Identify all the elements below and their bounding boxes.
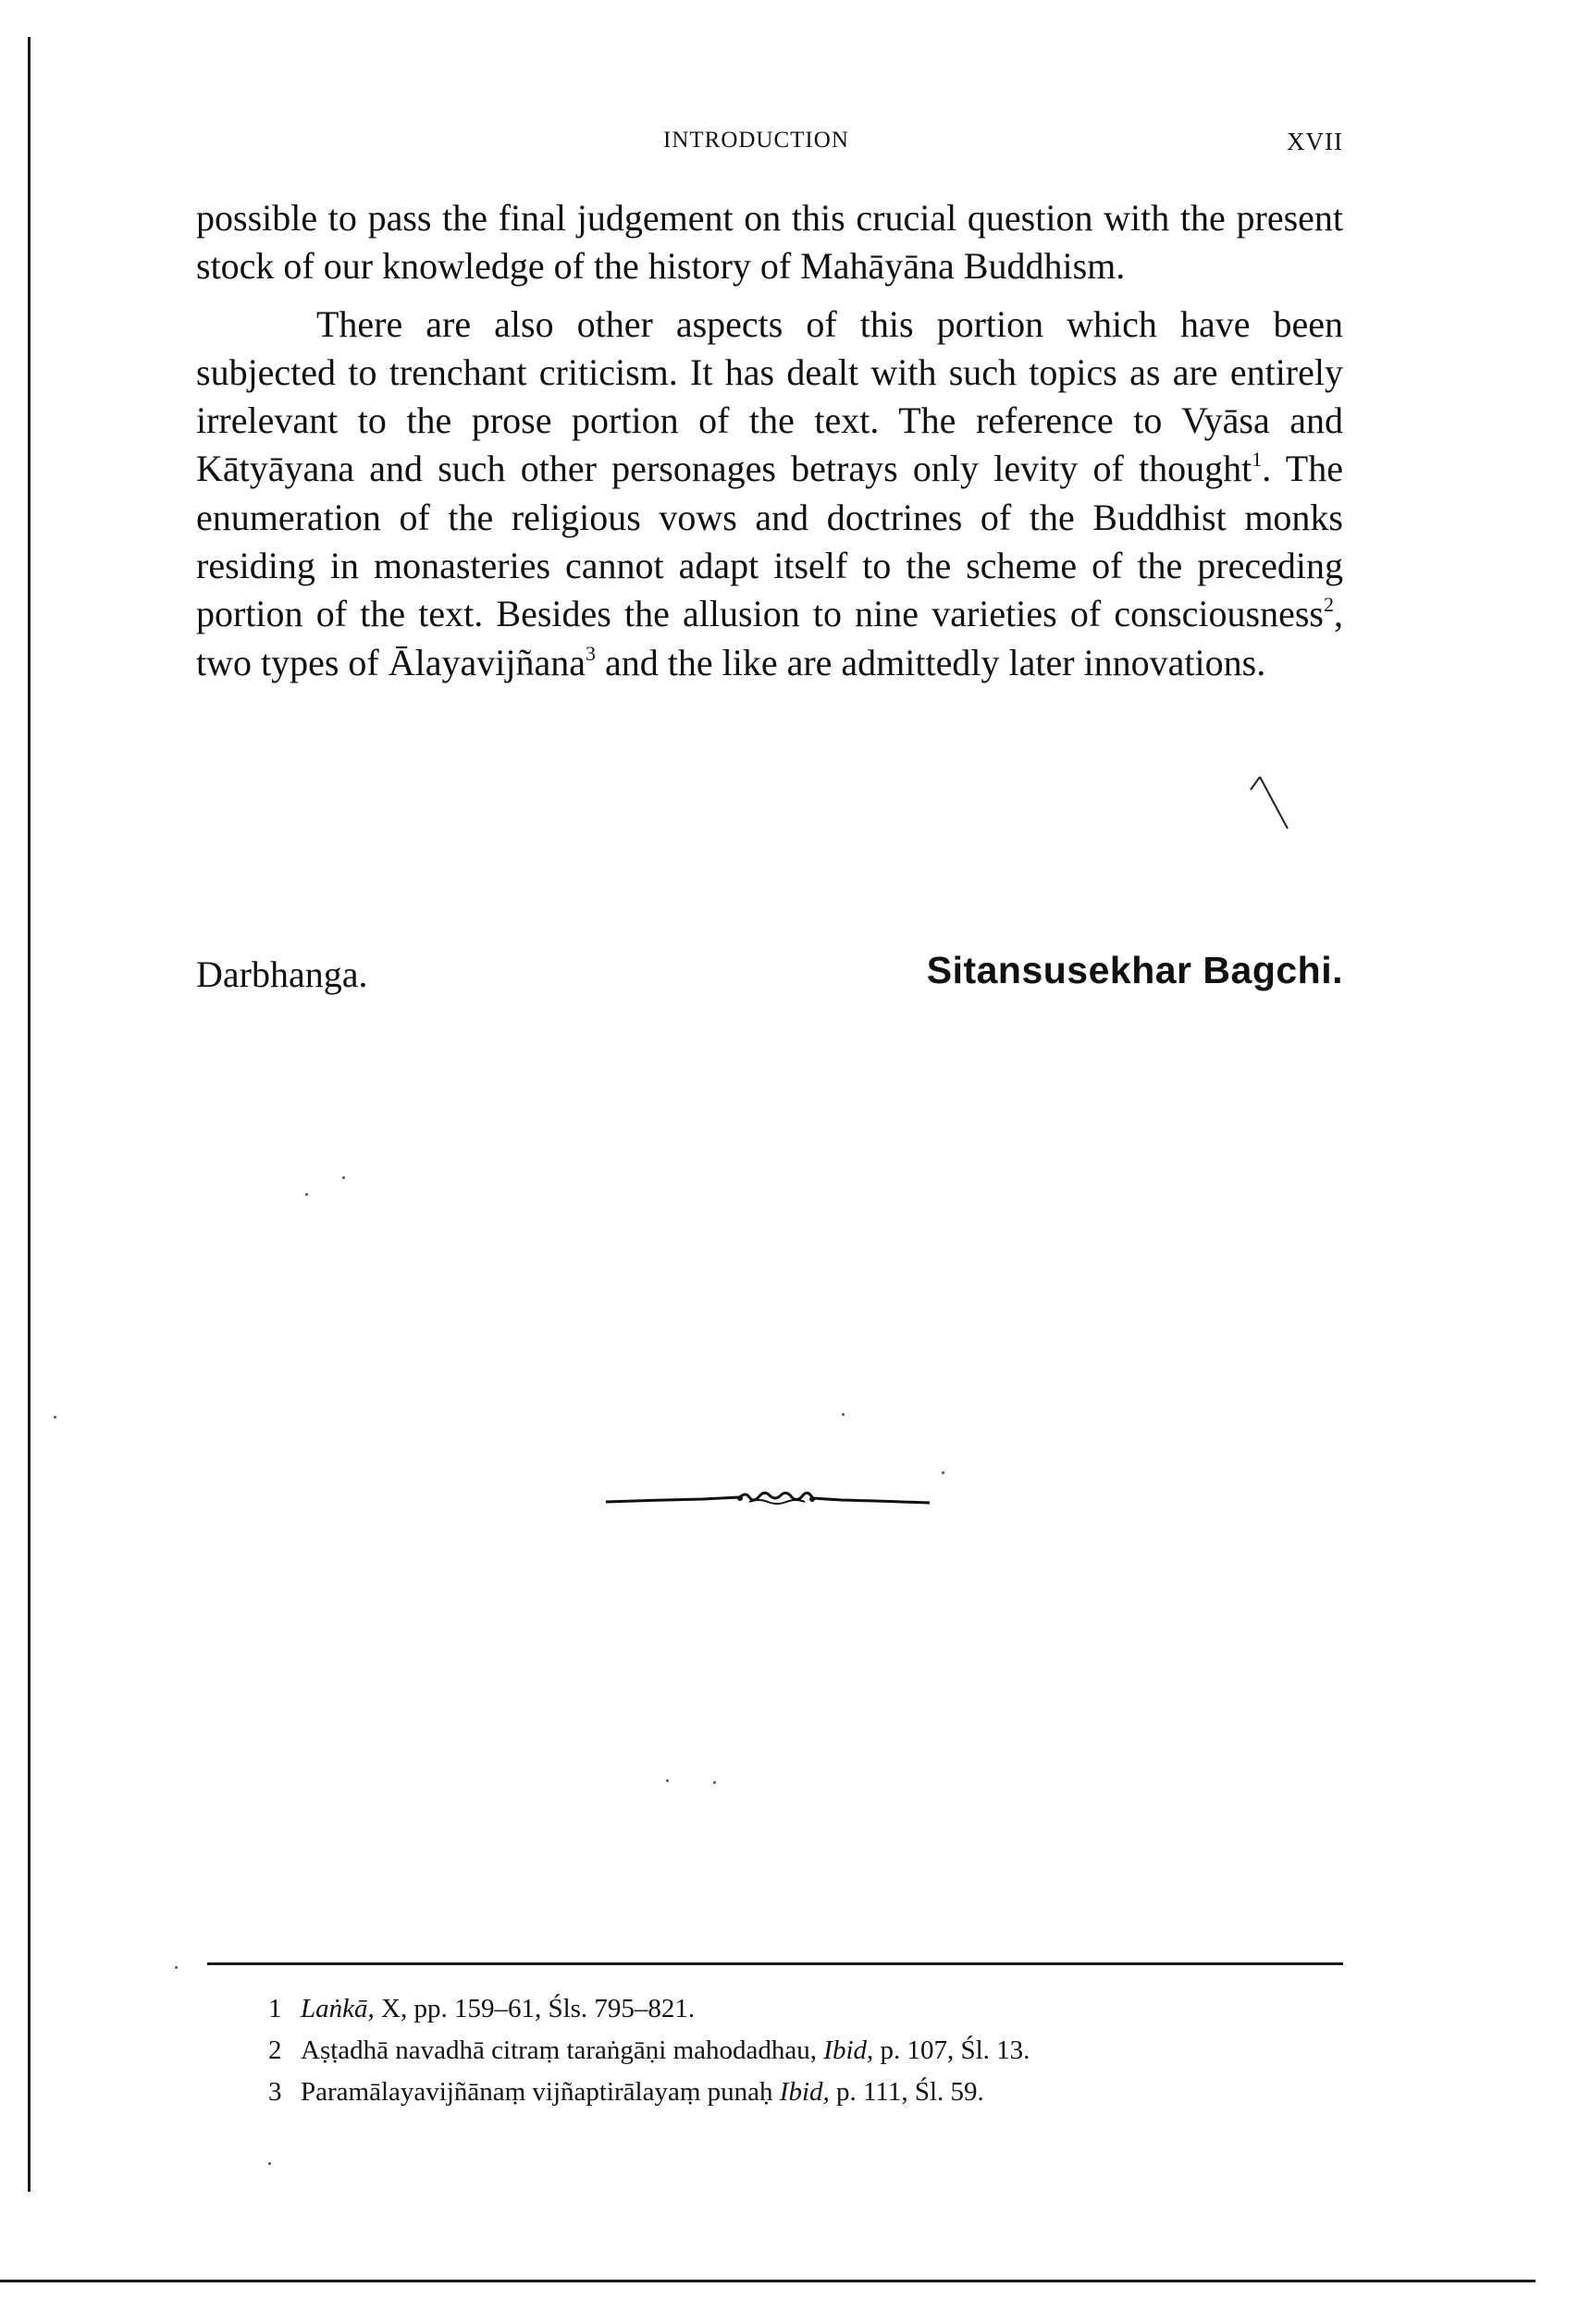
place-name: Darbhanga. [196, 953, 368, 995]
left-margin-line [28, 37, 31, 2192]
paper-speck [942, 1471, 944, 1474]
footnote-ref-1: 1 [1252, 448, 1263, 472]
paper-speck [175, 1966, 178, 1969]
footnote-ref-3: 3 [586, 641, 596, 665]
paragraph-1: possible to pass the final judgement on this crucial question with the present stock of our knowledge of the history of Mahāyāna Buddhism. [196, 197, 1343, 288]
paper-speck [54, 1416, 56, 1419]
paper-speck [713, 1781, 716, 1784]
bottom-edge-line [0, 2280, 1536, 2282]
paper-speck [666, 1779, 669, 1782]
footnote-ref-2: 2 [1324, 593, 1334, 617]
page-number: XVII [1287, 128, 1343, 155]
paper-speck [842, 1413, 845, 1416]
footnote-quote: Paramālayavijñānaṃ vijñaptirālayaṃ punaḥ [301, 2077, 773, 2107]
footnote-ibid: Ibid, [779, 2077, 830, 2107]
ornament-divider [601, 1487, 934, 1515]
paragraph-2-text-d: and the like are admittedly later innovations. [596, 641, 1266, 683]
running-head [196, 128, 1343, 165]
author-signature: Sitansusekhar Bagchi. [926, 949, 1343, 991]
footnote-work-title: Laṅkā, [301, 1994, 375, 2023]
paragraph-2-text-b: . The enumeration of the religious vows and doctrines of the Buddhist monks residing in monasteries cannot adapt itself to the scheme of the preceding portion of the text. Besides the allusion to nine varieties of consciousness [196, 448, 1343, 635]
footnote-number: 2 [268, 2035, 282, 2065]
footnote-citation: X, pp. 159–61, Śls. 795–821. [374, 1994, 696, 2023]
footnote-3 [268, 2072, 1341, 2113]
paragraph-2 [196, 301, 1343, 687]
footnote-1 [268, 1988, 1341, 2030]
footnote-citation: p. 111, Śl. 59. [829, 2077, 984, 2107]
paper-speck [342, 1176, 345, 1179]
end-mark-stroke [1247, 769, 1302, 834]
footnote-number: 3 [268, 2077, 282, 2107]
footnote-separator [207, 1962, 1343, 1965]
paragraph-2-text-a: There are also other aspects of this portion which have been subjected to trenchant criticism. It has dealt with such topics as are entirely irrelevant to the prose portion of the text. The reference to Vyāsa and Kātyāyana and such other personages betrays only levity of thought [196, 302, 1343, 490]
footnote-2 [268, 2030, 1341, 2072]
footnote-ibid: Ibid, [823, 2035, 874, 2065]
footnote-quote: Aṣṭadhā navadhā citraṃ taraṅgāṇi mahodadhau, [301, 2035, 818, 2065]
paper-speck [305, 1193, 308, 1196]
footnote-number: 1 [268, 1994, 282, 2023]
body-text [196, 194, 1343, 687]
footnotes [268, 1988, 1341, 2113]
running-title: INTRODUCTION [663, 128, 849, 153]
paragraph-2-text-c: , two types of Ālayavijñana [196, 593, 1343, 683]
paper-speck [268, 2162, 271, 2165]
footnote-citation: p. 107, Śl. 13. [873, 2035, 1030, 2065]
